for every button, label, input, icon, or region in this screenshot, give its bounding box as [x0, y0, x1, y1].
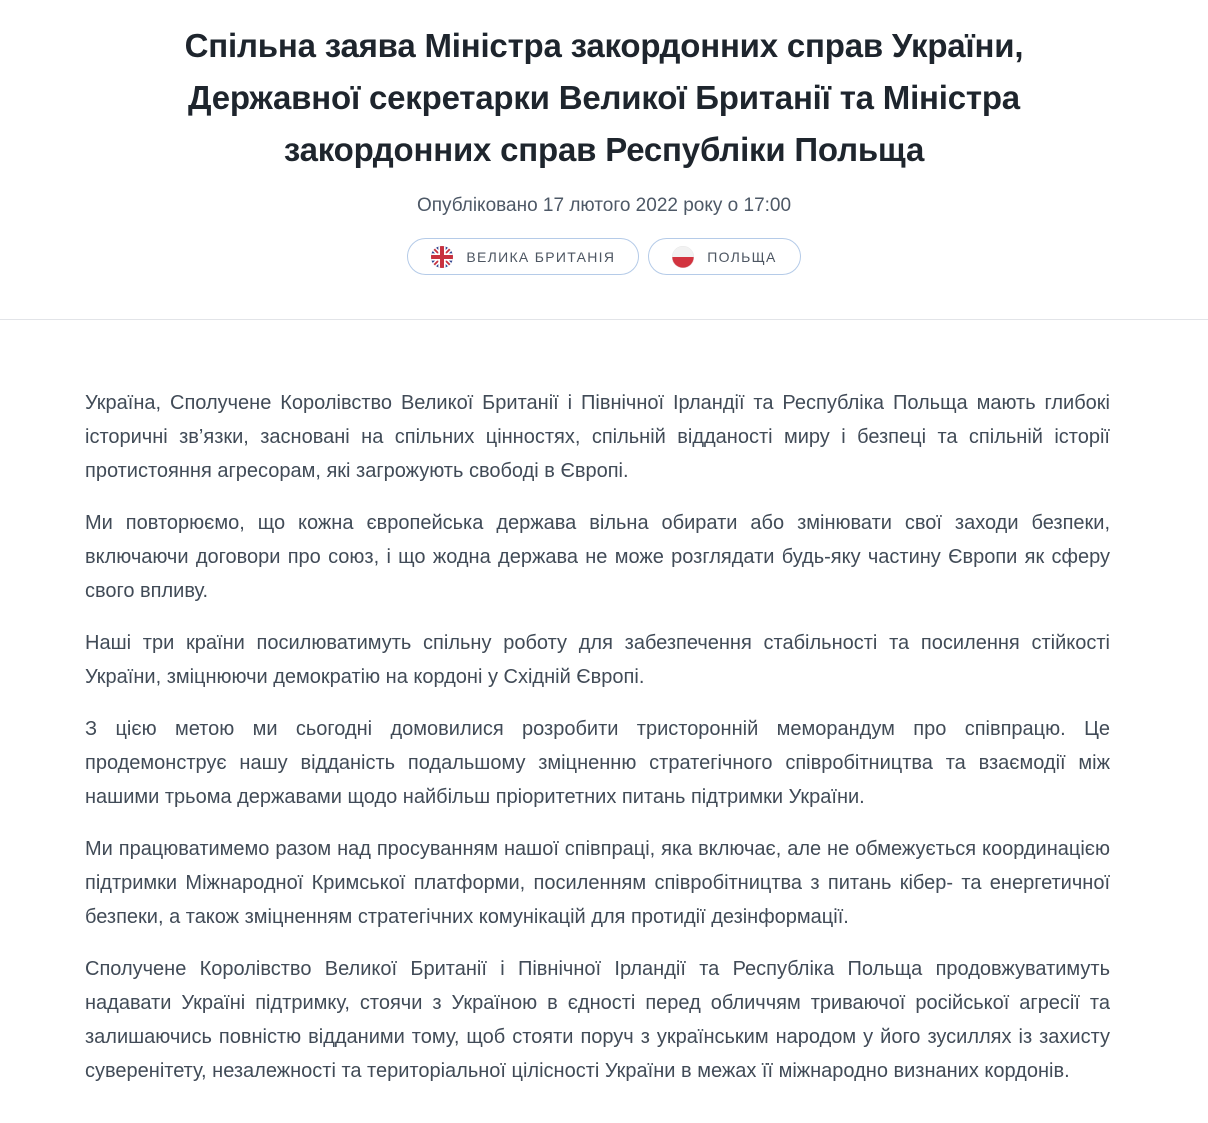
- article-paragraph: З цією метою ми сьогодні домовилися розробити тристоронній меморандум про співпрацю. Це продемонструє нашу відданість подальшому зміцненню стратегічного співробітництва та взаємодії між нашими трьома державами щодо найбільш пріоритетних питань підтримки України.: [85, 718, 1110, 808]
- article-paragraph: Ми працюватимемо разом над просуванням нашої співпраці, яка включає, але не обмежується координацією підтримки Міжнародної Кримської платформи, посиленням співробітництва з питань кібер- та енергетичної безпеки, а також зміцненням стратегічних комунікацій для протидії дезінформації.: [85, 838, 1110, 928]
- tag-poland[interactable]: [648, 238, 800, 275]
- tag-label: ВЕЛИКА БРИТАНІЯ: [466, 248, 616, 265]
- poland-flag-icon: [672, 246, 694, 268]
- article-paragraph: Наші три країни посилюватимуть спільну роботу для забезпечення стабільності та посилення стійкості України, зміцнюючи демократію на кордоні у Східній Європі.: [85, 632, 1110, 688]
- article-header: [0, 0, 1208, 275]
- article-paragraph: Сполучене Королівство Великої Британії і Північної Ірландії та Республіка Польща продовжуватимуть надавати Україні підтримку, стоячи з Україною в єдності перед обличчям триваючої російської агресії та залишаючись повністю відданими тому, щоб стояти поруч з українським народом у його зусиллях із захисту суверенітету, незалежності та територіальної цілісності України в межах її міжнародно визнаних кордонів.: [85, 958, 1110, 1082]
- uk-flag-icon: [431, 246, 453, 268]
- article-body: [0, 320, 1208, 1088]
- page-title: Спільна заява Міністра закордонних справ України, Державної секретарки Великої Британії та Міністра закордонних справ Республіки Польща: [184, 27, 1024, 168]
- tag-great-britain[interactable]: [407, 238, 639, 275]
- country-tags-row: [0, 238, 1208, 275]
- published-date: Опубліковано 17 лютого 2022 року о 17:00: [416, 195, 792, 216]
- article-paragraph: Ми повторюємо, що кожна європейська держава вільна обирати або змінювати свої заходи безпеки, включаючи договори про союз, і що жодна держава не може розглядати будь-яку частину Європи як сферу свого впливу.: [85, 512, 1110, 602]
- tag-label: ПОЛЬЩА: [707, 248, 777, 265]
- article-paragraph: Україна, Сполучене Королівство Великої Британії і Північної Ірландії та Республіка Польща мають глибокі історичні зв’язки, засновані на спільних цінностях, спільній відданості миру і безпеці та спільній історії протистояння агресорам, які загрожують свободі в Європі.: [85, 392, 1110, 482]
